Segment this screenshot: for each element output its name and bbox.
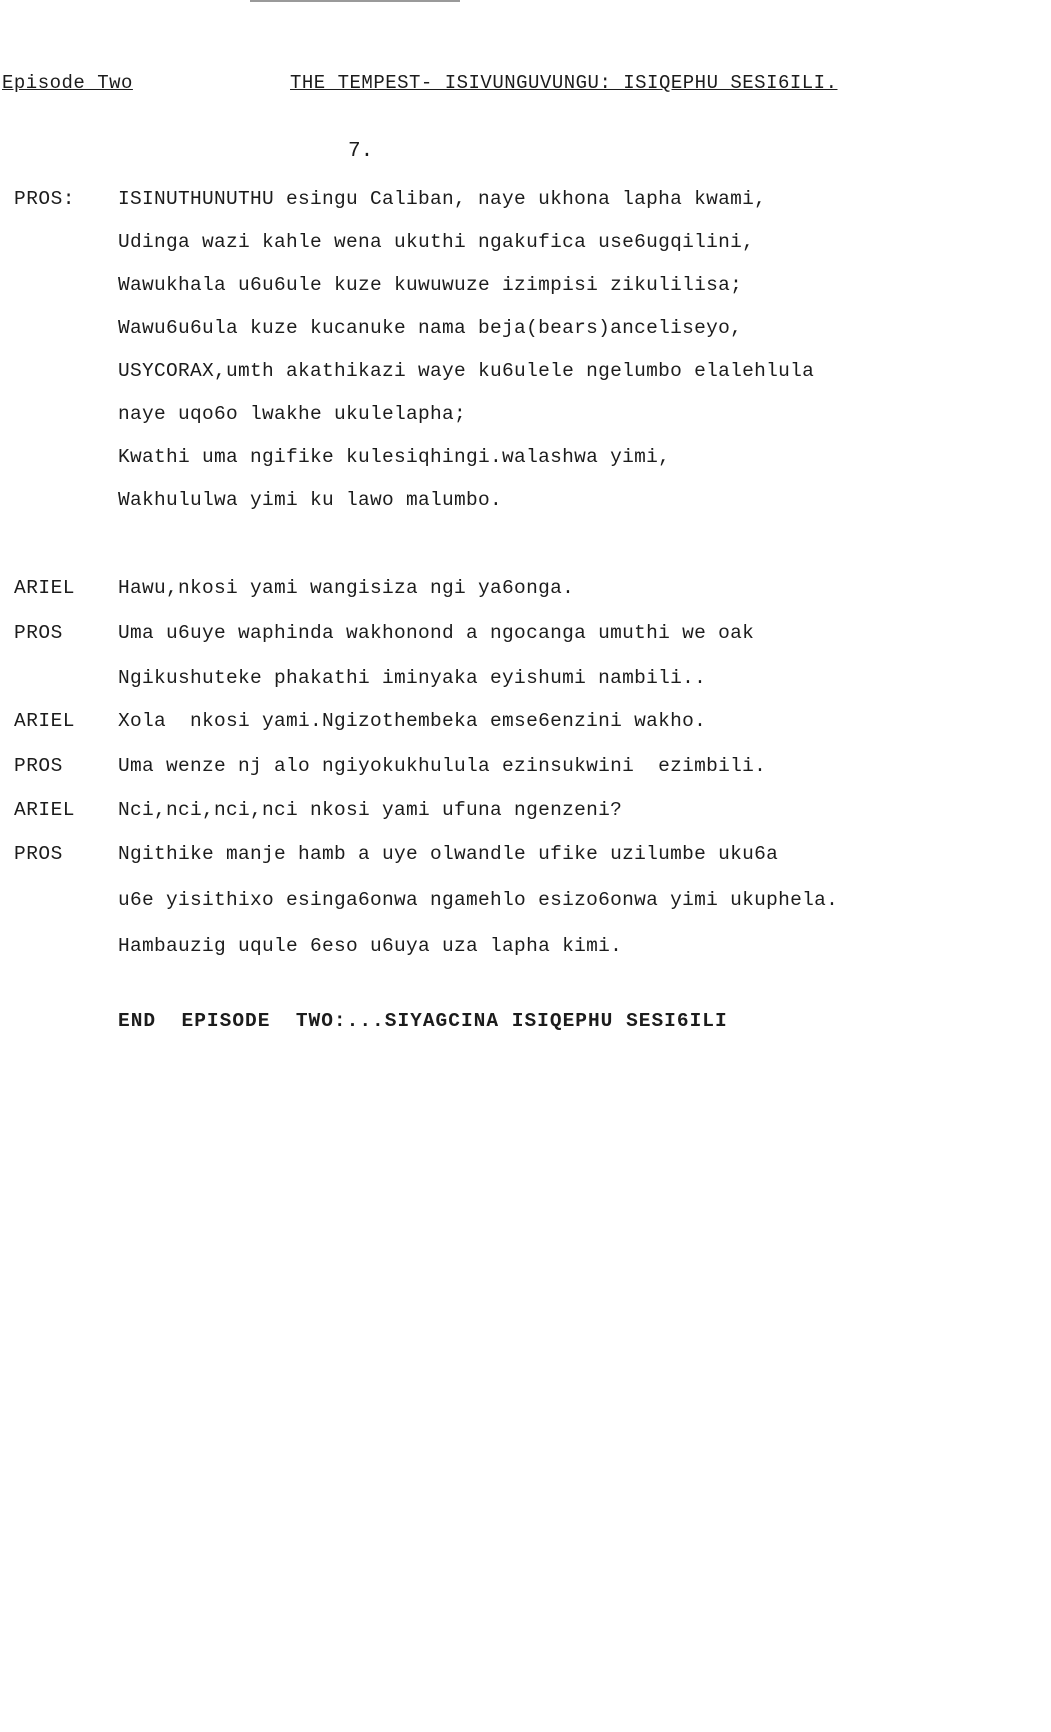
dialogue-line: Uma u6uye waphinda wakhonond a ngocanga umuthi we oak bbox=[118, 622, 755, 644]
speaker-label: ARIEL bbox=[14, 799, 76, 821]
dialogue-line: Uma wenze nj alo ngiyokukhulula ezinsukwini ezimbili. bbox=[118, 755, 767, 777]
dialogue-line: Nci,nci,nci,nci nkosi yami ufuna ngenzeni? bbox=[118, 799, 623, 821]
speaker-label: ARIEL bbox=[14, 577, 76, 599]
speaker-label: PROS bbox=[14, 622, 63, 644]
dialogue-line: Udinga wazi kahle wena ukuthi ngakufica use6ugqilini, bbox=[118, 231, 755, 253]
dialogue-line: Wakhululwa yimi ku lawo malumbo. bbox=[118, 489, 503, 511]
dialogue-line: Ngithike manje hamb a uye olwandle ufike uzilumbe uku6a bbox=[118, 843, 779, 865]
episode-label: Episode Two bbox=[2, 72, 133, 94]
speaker-label: PROS bbox=[14, 843, 63, 865]
end-of-episode-line: END EPISODE TWO:...SIYAGCINA ISIQEPHU SESI6ILI bbox=[118, 1010, 728, 1032]
document-title: THE TEMPEST- ISIVUNGUVUNGU: ISIQEPHU SESI6ILI. bbox=[290, 72, 838, 94]
dialogue-line: USYCORAX,umth akathikazi waye ku6ulele ngelumbo elalehlula bbox=[118, 360, 815, 382]
top-edge-rule bbox=[250, 0, 460, 2]
dialogue-line: Wawu6u6ula kuze kucanuke nama beja(bears)anceliseyo, bbox=[118, 317, 743, 339]
page-number: 7. bbox=[348, 140, 374, 163]
dialogue-line: Xola nkosi yami.Ngizothembeka emse6enzini wakho. bbox=[118, 710, 707, 732]
dialogue-line: Kwathi uma ngifike kulesiqhingi.walashwa yimi, bbox=[118, 446, 671, 468]
page-header bbox=[0, 72, 1051, 100]
dialogue-line: Wawukhala u6u6ule kuze kuwuwuze izimpisi zikulilisa; bbox=[118, 274, 743, 296]
dialogue-line: Ngikushuteke phakathi iminyaka eyishumi nambili.. bbox=[118, 667, 707, 689]
speaker-label: PROS: bbox=[14, 188, 76, 210]
speaker-label: ARIEL bbox=[14, 710, 76, 732]
dialogue-line: naye uqo6o lwakhe ukulelapha; bbox=[118, 403, 467, 425]
dialogue-line: ISINUTHUNUTHU esingu Caliban, naye ukhona lapha kwami, bbox=[118, 188, 767, 210]
dialogue-line: Hambauzig uqule 6eso u6uya uza lapha kimi. bbox=[118, 935, 623, 957]
dialogue-line: Hawu,nkosi yami wangisiza ngi ya6onga. bbox=[118, 577, 575, 599]
speaker-label: PROS bbox=[14, 755, 63, 777]
dialogue-line: u6e yisithixo esinga6onwa ngamehlo esizo6onwa yimi ukuphela. bbox=[118, 889, 839, 911]
